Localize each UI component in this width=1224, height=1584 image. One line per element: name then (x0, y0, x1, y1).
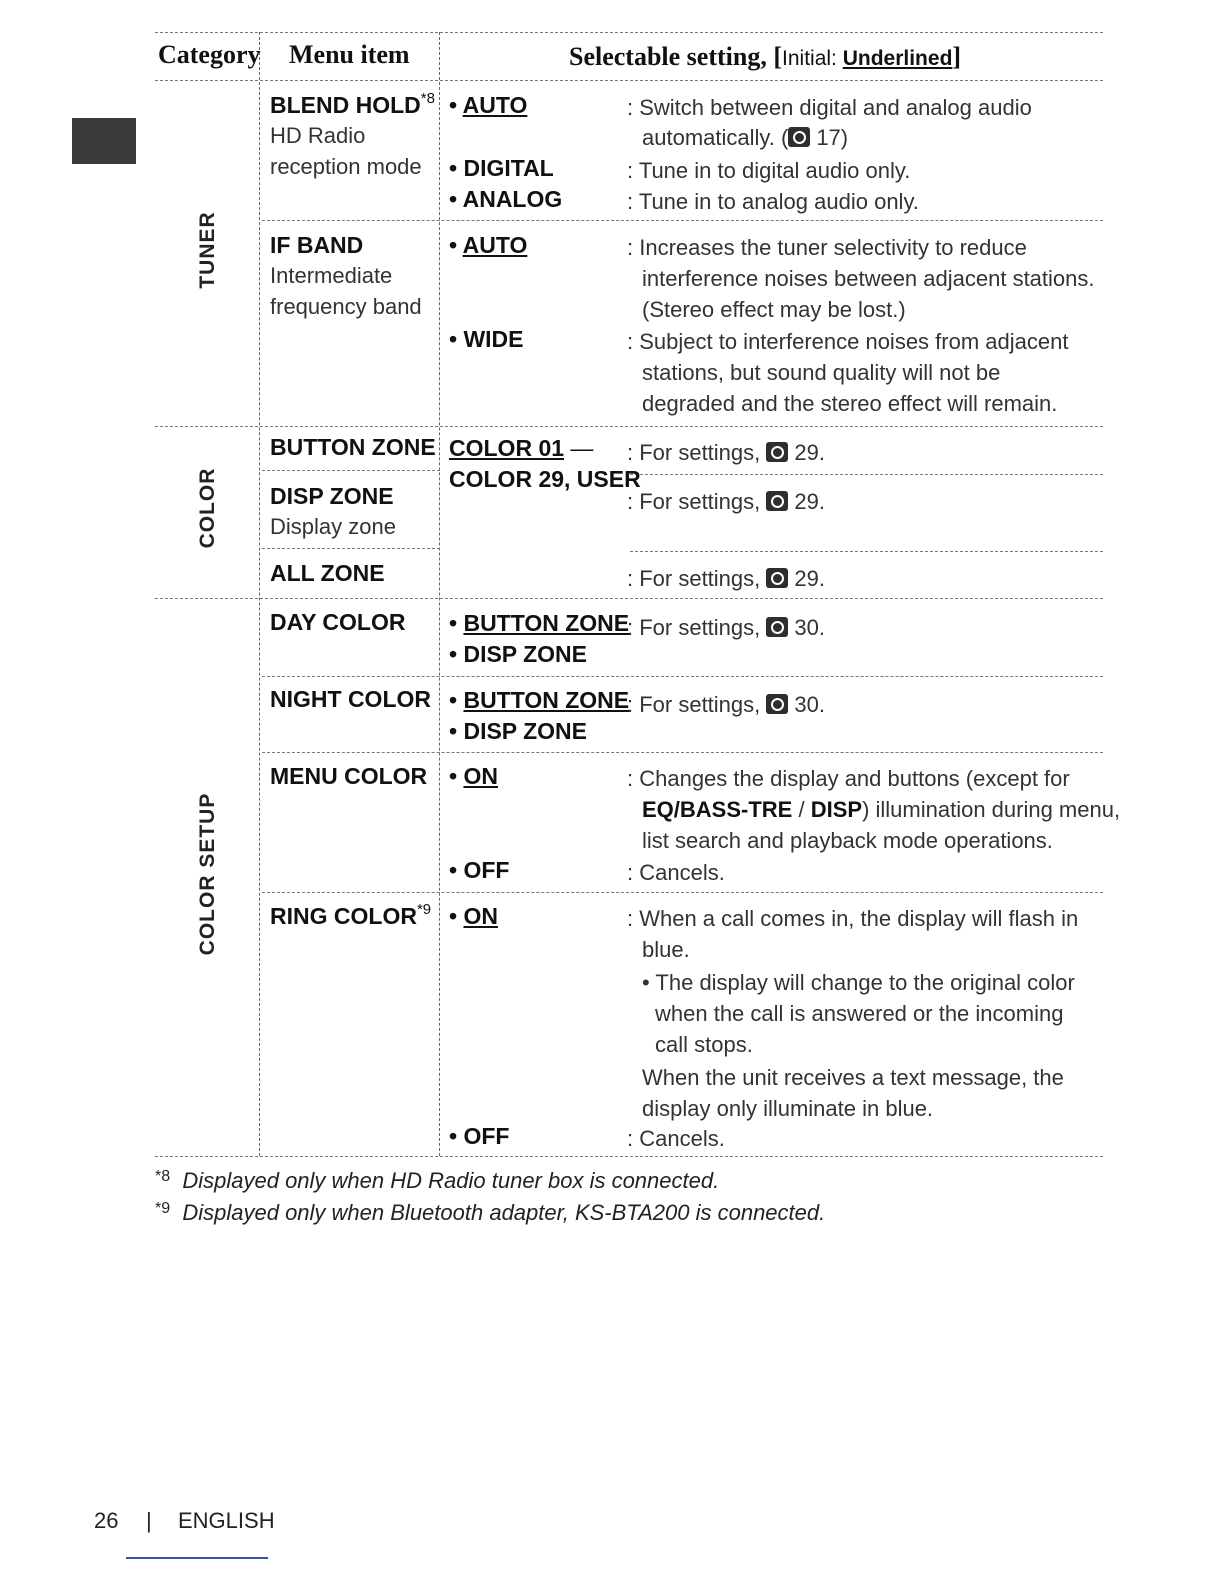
footer-language: ENGLISH (178, 1508, 275, 1533)
option-analog: • ANALOG (449, 186, 563, 212)
row-divider (630, 551, 1103, 552)
book-reference-icon (788, 127, 810, 147)
option-off: • OFF (449, 857, 510, 883)
menu-item-all-zone: ALL ZONE (270, 560, 385, 586)
category-tuner: TUNER (196, 211, 219, 289)
desc-if-auto-3: (Stereo effect may be lost.) (642, 297, 906, 322)
option-color-range: COLOR 01 — (449, 435, 594, 461)
menu-item-disp-zone-sub: Display zone (270, 514, 396, 539)
header-menu-item: Menu item (289, 40, 410, 69)
menu-item-if-band-sub2: frequency band (270, 294, 422, 319)
desc-ring-on-5: call stops. (655, 1032, 753, 1057)
option-auto: • AUTO (449, 232, 528, 258)
header-selectable-setting: Selectable setting, [Initial: Underlined] (569, 42, 962, 71)
menu-item-night-color: NIGHT COLOR (270, 686, 431, 712)
option-color-29-user: COLOR 29, USER (449, 466, 641, 492)
option-disp-zone: • DISP ZONE (449, 641, 587, 667)
desc-ring-on-1: : When a call comes in, the display will flash in (627, 906, 1079, 931)
menu-item-if-band: IF BAND (270, 232, 364, 258)
book-reference-icon (766, 694, 788, 714)
menu-item-menu-color: MENU COLOR (270, 763, 428, 789)
row-divider (262, 892, 1103, 893)
desc-if-auto-1: : Increases the tuner selectivity to reduce (627, 235, 1027, 260)
menu-item-button-zone: BUTTON ZONE (270, 434, 436, 460)
menu-item-day-color: DAY COLOR (270, 609, 406, 635)
table-bottom-border (155, 1156, 1103, 1157)
desc-night-color: : For settings, 30. (627, 692, 825, 717)
desc-ring-on-7: display only illuminate in blue. (642, 1096, 934, 1121)
desc-if-wide-1: : Subject to interference noises from adjacent (627, 329, 1069, 354)
option-digital: • DIGITAL (449, 155, 554, 181)
footer-separator: | (146, 1508, 152, 1533)
option-off: • OFF (449, 1123, 510, 1149)
desc-blend-auto-2: automatically. ( 17) (642, 125, 849, 150)
page-number: 26 (94, 1508, 119, 1533)
desc-disp-zone: : For settings, 29. (627, 489, 825, 514)
footnote-9: $^{*9}$ Displayed only when Bluetooth adapter, KS-BTA200 is connected. (155, 1200, 826, 1225)
row-divider (630, 474, 1103, 475)
desc-if-auto-2: interference noises between adjacent stations. (642, 266, 1095, 291)
row-divider (262, 220, 1103, 221)
row-divider (262, 548, 440, 549)
column-divider-menu (439, 32, 440, 1156)
footnote-8: $^{*8}$ Displayed only when HD Radio tuner box is connected. (155, 1168, 720, 1193)
desc-ring-on-6: When the unit receives a text message, the (642, 1065, 1064, 1090)
book-reference-icon (766, 491, 788, 511)
section-divider (155, 598, 1103, 599)
desc-menu-on-3: list search and playback mode operations. (642, 828, 1053, 853)
header-category: Category (158, 40, 261, 69)
option-auto: • AUTO (449, 92, 528, 118)
header-divider (155, 80, 1103, 81)
column-divider-category (259, 32, 260, 1156)
row-divider (262, 752, 1103, 753)
book-reference-icon (766, 442, 788, 462)
section-tab-marker (72, 118, 136, 164)
menu-item-blend-hold: BLEND HOLD$^{*8}$ (270, 90, 435, 118)
desc-ring-on-2: blue. (642, 937, 690, 962)
desc-ring-on-4: when the call is answered or the incoming (655, 1001, 1064, 1026)
desc-day-color: : For settings, 30. (627, 615, 825, 640)
book-reference-icon (766, 568, 788, 588)
desc-ring-on-3: • The display will change to the original color (642, 970, 1075, 995)
desc-button-zone: : For settings, 29. (627, 440, 825, 465)
category-color: COLOR (196, 467, 219, 549)
option-on: • ON (449, 903, 498, 929)
option-on: • ON (449, 763, 498, 789)
menu-item-ring-color: RING COLOR$^{*9}$ (270, 901, 432, 929)
desc-all-zone: : For settings, 29. (627, 566, 825, 591)
desc-ring-off: : Cancels. (627, 1126, 725, 1151)
menu-item-disp-zone: DISP ZONE (270, 483, 394, 509)
desc-blend-auto-1: : Switch between digital and analog audio (627, 95, 1032, 120)
desc-menu-on-2: EQ/BASS-TRE / DISP) illumination during menu, (642, 797, 1121, 822)
table-top-border (155, 32, 1103, 33)
book-reference-icon (766, 617, 788, 637)
option-button-zone: • BUTTON ZONE (449, 687, 630, 713)
desc-blend-digital: : Tune in to digital audio only. (627, 158, 911, 183)
menu-item-blend-hold-sub2: reception mode (270, 154, 422, 179)
option-disp-zone: • DISP ZONE (449, 718, 587, 744)
menu-item-if-band-sub1: Intermediate (270, 263, 393, 288)
desc-menu-off: : Cancels. (627, 860, 725, 885)
row-divider (262, 470, 440, 471)
desc-if-wide-3: degraded and the stereo effect will remain. (642, 391, 1058, 416)
row-divider (262, 676, 1103, 677)
desc-if-wide-2: stations, but sound quality will not be (642, 360, 1001, 385)
option-button-zone: • BUTTON ZONE (449, 610, 630, 636)
desc-blend-analog: : Tune in to analog audio only. (627, 189, 919, 214)
footer-rule (126, 1557, 268, 1559)
option-wide: • WIDE (449, 326, 524, 352)
menu-item-blend-hold-sub1: HD Radio (270, 123, 366, 148)
section-divider (155, 426, 1103, 427)
category-color-setup: COLOR SETUP (196, 792, 219, 956)
desc-menu-on-1: : Changes the display and buttons (except for (627, 766, 1070, 791)
